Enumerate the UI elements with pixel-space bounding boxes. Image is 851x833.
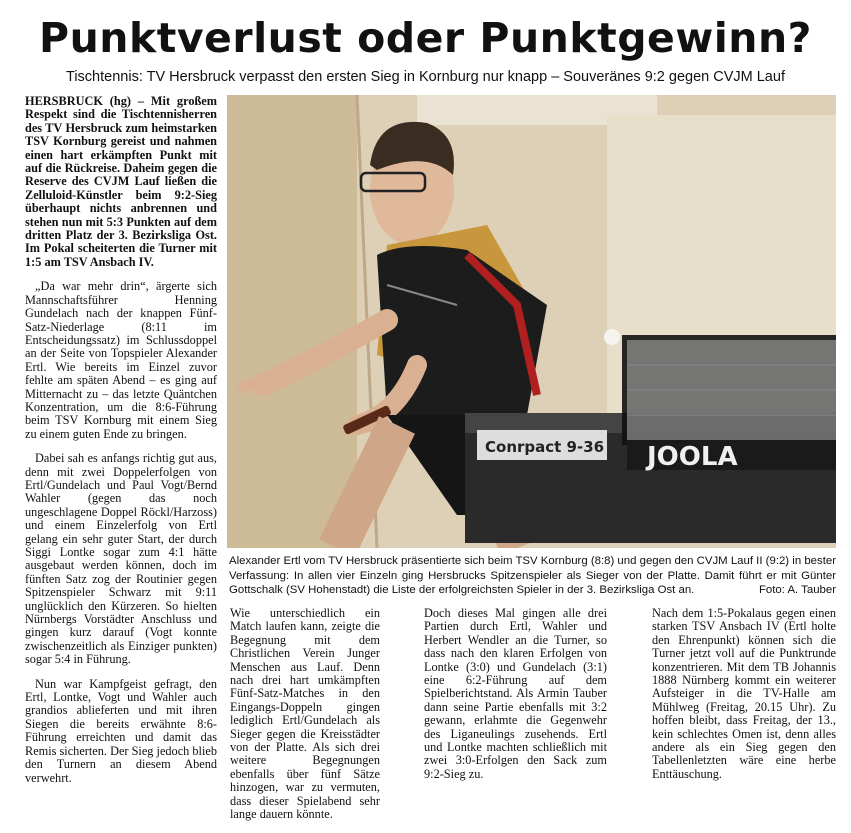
lead-paragraph	[25, 95, 217, 269]
body-paragraph: Nun war Kampfgeist gefragt, den Ertl, Lontke, Vogt und Wahler auch grandios ablieferten und mit ihren Siegen die bereits erwähnte 8:6-Führung erreichten und damit das Remis sicherten. Der Sieg jedoch blieb den Turnern an diesem Abend verwehrt.	[25, 676, 217, 785]
barrier-label: Conrpact 9-36	[485, 438, 605, 456]
body-paragraph: Nach dem 1:5-Pokalaus gegen einen starken TSV Ansbach IV (Ertl holte den Ehrenpunkt) können sich die Turner jetzt voll auf die Punktrunde konzentrieren. Mit dem TB Johannis 1888 Nürnberg kommt ein weiterer Aufsteiger in die TV-Halle am Mühlweg (Freitag, 20.15 Uhr). Zu hoffen bleibt, dass Freitag, der 13., kein schlechtes Omen ist, denn alles andere als ein Sieg gegen den Tabellenletzten wäre eine herbe Enttäuschung.	[652, 606, 836, 781]
body-paragraph: Wie unterschiedlich ein Match laufen kann, zeigte die Begegnung mit dem Christlichen Verein Junger Menschen aus Lauf. Denn nach drei hart umkämpften Fünf-Satz-Matches in den Eingangs-Doppeln gingen lediglich Ertl/Gundelach als Sieger gegen die Kreisstädter von der Platte. Als sich drei weitere Begegnungen ebenfalls über fünf Sätze hinzogen, war zu vermuten, dass dieser Spielabend sehr lange dauern könnte.	[230, 606, 380, 822]
photo-illustration	[227, 95, 836, 548]
caption-text: Alexander Ertl vom TV Hersbruck präsentierte sich beim TSV Kornburg (8:8) und gegen den CVJM Lauf II (9:2) in bester Verfassung: In allen vier Einzeln ging Hersbrucks Spitzenspieler als Sieger von der Platte. Damit führt er mit Günter Gottschalk (SV Hohenstadt) die Liste der erfolgreichsten Spieler in der 3. Bezirksliga Ost an.	[229, 555, 836, 596]
body-paragraph: Dabei sah es anfangs richtig gut aus, denn mit zwei Doppelerfolgen von Ertl/Gundelach und Paul Vogt/Bernd Wahler (gegen das noch ungeschlagene Doppel Röckl/Harzoss) und einem Einzelerfolg von Ertl gelang ein sehr guter Start, der durch Siggi Lontke sogar zum 4:1 hätte ausgebaut werden können, doch im fünften Satz zog der Routinier gegen Spitzenspieler Schwarz mit 9:11 unglücklich den Kürzeren. So hielten Nürnbergs Vorstädter Anschluss und gingen kurz darauf (Vogt konnte zwischenzeitlich als Einziger punkten) sogar 5:4 in Führung.	[25, 451, 217, 667]
photo-credit: Foto: A. Tauber	[758, 584, 836, 596]
article-column-2	[230, 607, 380, 833]
article-photo	[227, 95, 836, 548]
body-paragraph: Doch dieses Mal gingen alle drei Partien durch Ertl, Wahler und Herbert Wendler an die Turner, so dass nach den klaren Erfolgen von Lontke (3:0) und Gundelach (3:1) eine 6:2-Führung auf dem Spielberichtstand. Als Armin Tauber dann seine Partie ebenfalls mit 3:2 gewann, erlahmte die Gegenwehr des Liganeulings zusehends. Ertl und Lontke machten schließlich mit zwei 3:0-Erfolgen den Sack zum 9:2-Sieg zu.	[424, 606, 607, 781]
article-column-4	[652, 607, 836, 792]
body-paragraph: „Da war mehr drin“, ärgerte sich Mannschaftsführer Henning Gundelach nach der knappen Fünf-Satz-Niederlage (8:11 im Entscheidungssatz) im Schlussdoppel an der Seite von Topspieler Alexander Ertl. Wie bereits im Einzel zuvor fehlte am späten Abend – es ging auf Mitternacht zu – das letzte Quäntchen Konzentration, um die 8:6-Führung beim TSV Kornburg mit einem Sieg zu einem guten Ende zu bringen.	[25, 279, 217, 441]
brand-logo: JOOLA	[647, 442, 738, 472]
photo-caption	[229, 554, 836, 598]
headline: Punktverlust oder Punktgewinn?	[39, 14, 812, 62]
lead-text: Mit großem Respekt sind die Tischtennisherren des TV Hersbruck zum heimstarken TSV Kornburg gereist und nahmen einen hart erkämpften Punkt mit auf die Rückreise. Daheim gegen die Reserve des CVJM Lauf ließen die Zelluloid-Künstler beim 9:2-Sieg überhaupt nichts anbrennen und stehen nun mit 5:3 Punkten auf dem dritten Platz der 3. Bezirksliga Ost. Im Pokal scheiterten die Turner mit 1:5 am TSV Ansbach IV.	[25, 94, 218, 269]
article-column-3	[424, 607, 607, 792]
subheadline: Tischtennis: TV Hersbruck verpasst den ersten Sieg in Kornburg nur knapp – Souveränes 9:2 gegen CVJM Lauf	[66, 69, 785, 85]
article-column-1	[25, 95, 217, 796]
dateline: HERSBRUCK (hg) –	[25, 94, 145, 108]
